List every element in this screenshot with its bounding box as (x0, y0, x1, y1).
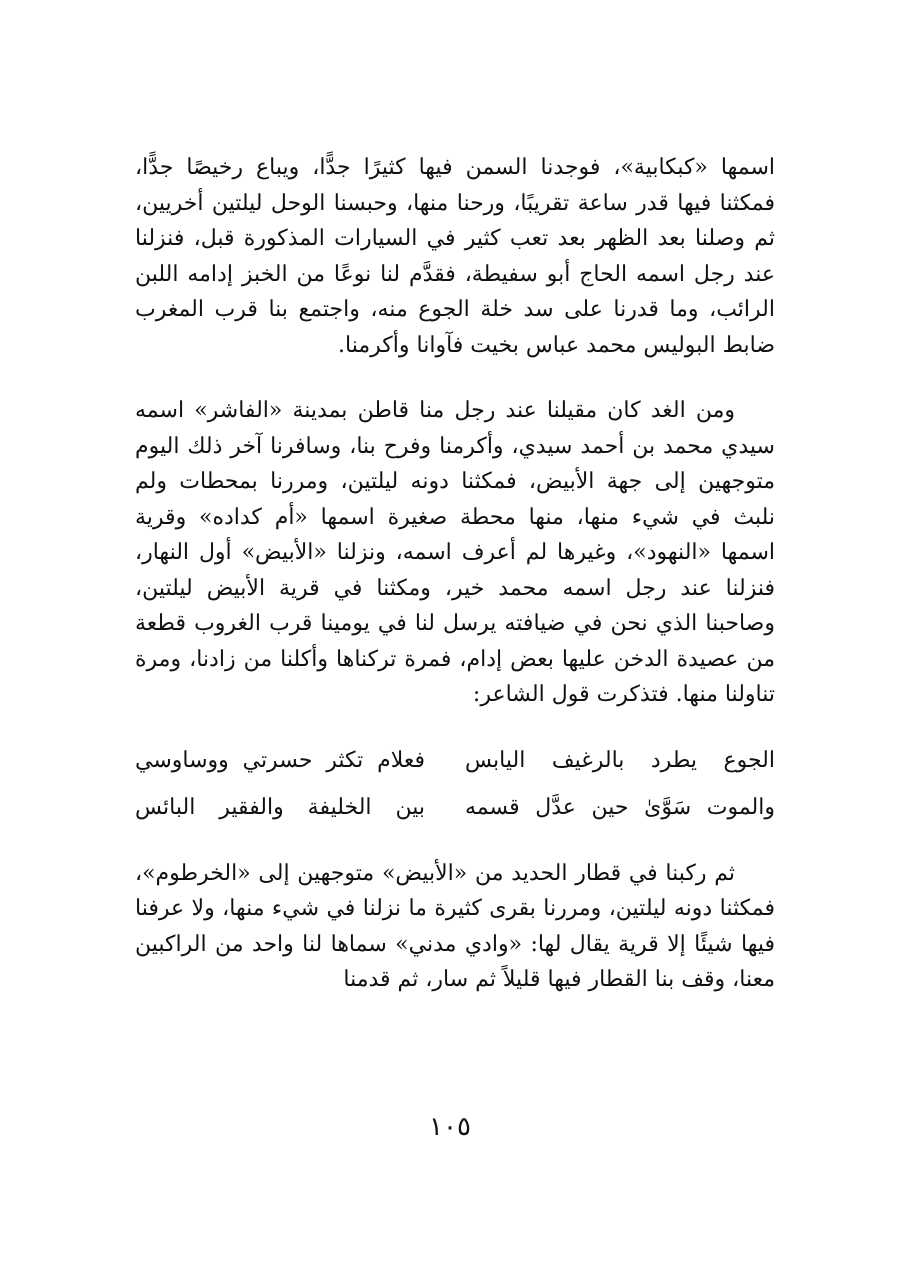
verse-1-first-hemistich: الجوع يطرد بالرغيف اليابس (465, 747, 775, 773)
verse-1-second-hemistich: فعلام تكثر حسرتي ووساوسي (135, 747, 425, 773)
paragraph-2: ومن الغد كان مقيلنا عند رجل منا قاطن بمدينة «الفاشر» اسمه سيدي محمد بن أحمد سيدي، وأكرمنا وفرح بنا، وسافرنا آخر ذلك اليوم متوجهين إلى جهة الأبيض، فمكثنا دونه ليلتين، ومررنا بمحطات ولم نلبث في شيء منها، منها محطة صغيرة اسمها «أم كداده» وقرية اسمها «النهود»، وغيرها لم أعرف اسمه، ونزلنا «الأبيض» أول النهار، فنزلنا عند رجل اسمه محمد خير، ومكثنا في قرية الأبيض ليلتين، وصاحبنا الذي نحن في ضيافته يرسل لنا في يومينا قرب الغروب قطعة من عصيدة الدخن عليها بعض إدام، فمرة تركناها وأكلنا من زادنا، ومرة تناولنا منها. فتذكرت قول الشاعر: (135, 398, 775, 707)
poem-verse-2 (135, 790, 775, 826)
paragraph-gap (135, 363, 775, 393)
paragraph-3: ثم ركبنا في قطار الحديد من «الأبيض» متوجهين إلى «الخرطوم»، فمكثنا دونه ليلتين، ومررنا بقرى كثيرة ما نزلنا في شيء منها، ولا عرفنا فيها شيئًا إلا قرية يقال لها: «وادي مدني» سماها لنا واحد من الراكبين معنا، وقف بنا القطار فيها قليلاً ثم سار، ثم قدمنا (135, 860, 775, 992)
verse-2-second-hemistich: بين الخليفة والفقير البائس (135, 795, 425, 820)
paragraph-1: اسمها «كبكابية»، فوجدنا السمن فيها كثيرًا جدًّا، ويباع رخيصًا جدًّا، فمكثنا فيها قدر ساعة تقريبًا، ورحنا منها، وحبسنا الوحل ليلتين أخريين، ثم وصلنا بعد الظهر بعد تعب كثير في السيارات المذكورة قبل، فنزلنا عند رجل اسمه الحاج أبو سفيطة، فقدَّم لنا نوعًا من الخبز إدامه اللبن الرائب، وما قدرنا على سد خلة الجوع منه، واجتمع بنا قرب المغرب ضابط البوليس محمد عباس بخيت فآوانا وأكرمنا. (135, 155, 776, 358)
paragraph-gap (135, 713, 775, 743)
verse-2-first-hemistich: والموت سَوَّىٰ حين عدَّل قسمه (465, 795, 775, 820)
page-body (135, 150, 775, 998)
page-number: ١٠٥ (429, 1112, 471, 1142)
poem (135, 743, 775, 826)
poem-verse-1 (135, 743, 775, 779)
paragraph-gap (135, 826, 775, 856)
